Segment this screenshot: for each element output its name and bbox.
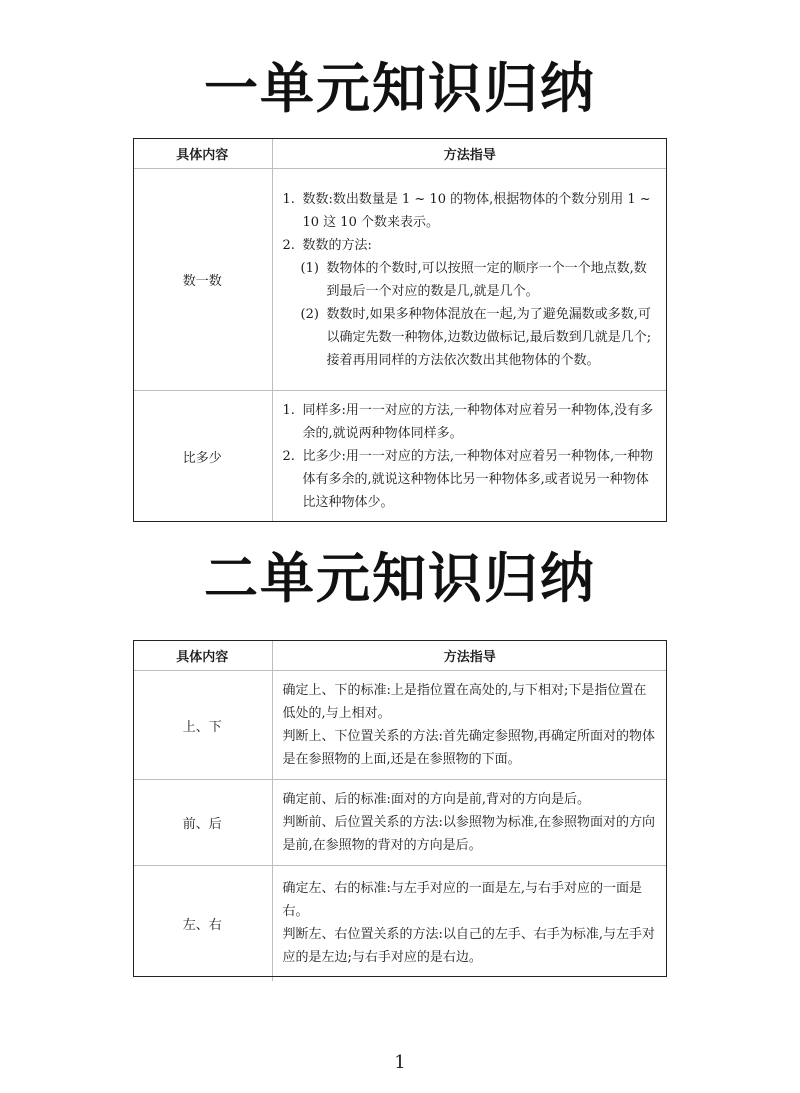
row-method (272, 391, 667, 523)
table-row (133, 780, 667, 866)
method-paragraph: 判断上、下位置关系的方法:首先确定参照物,再确定所面对的物体是在参照物的上面,还是在参照物的下面。 (282, 729, 656, 767)
row-method (272, 866, 667, 981)
list-item (283, 399, 658, 445)
list-item (283, 188, 658, 234)
row-topic: 比多少 (133, 391, 272, 523)
method-paragraph: 确定前、后的标准:面对的方向是前,背对的方向是后。 (282, 792, 591, 807)
header-method: 方法指导 (272, 640, 667, 671)
item-number: 1. (282, 403, 295, 418)
row-method (272, 169, 667, 391)
row-topic: 左、右 (133, 866, 272, 981)
row-method (272, 671, 667, 780)
sub-item-number: (1) (300, 260, 319, 276)
unit1-table (133, 138, 667, 522)
row-topic: 数一数 (133, 169, 272, 391)
row-topic: 上、下 (133, 671, 272, 780)
sub-item-number: (2) (300, 306, 319, 322)
item-text: 数数:数出数量是 1 ~ 10 的物体,根据物体的个数分别用 1 ~ 10 这 10 个数来表示。 (302, 191, 651, 230)
table-row (133, 391, 667, 523)
table-header-row (133, 138, 667, 169)
item-number: 2. (282, 237, 295, 253)
sub-item (283, 303, 658, 372)
header-method: 方法指导 (272, 138, 667, 169)
method-paragraph: 确定左、右的标准:与左手对应的一面是左,与右手对应的一面是右。 (282, 881, 643, 920)
sub-item-text: 数数时,如果多种物体混放在一起,为了避免漏数或多数,可以确定先数一种物体,边数边做标记,最后数到几就是几个;接着再用同样的方法依次数出其他物体的个数。 (326, 306, 652, 368)
table-row (133, 169, 667, 391)
item-text: 数数的方法: (302, 237, 372, 253)
method-paragraph: 判断左、右位置关系的方法:以自己的左手、右手为标准,与左手对应的是左边;与右手对应的是右边。 (282, 927, 656, 966)
list-item (283, 234, 658, 257)
item-text: 同样多:用一一对应的方法,一种物体对应着另一种物体,没有多余的,就说两种物体同样多。 (302, 403, 654, 441)
table-row (133, 866, 667, 981)
page-number: 1 (394, 1052, 406, 1073)
header-topic: 具体内容 (133, 138, 272, 169)
method-paragraph: 判断前、后位置关系的方法:以参照物为标准,在参照物面对的方向是前,在参照物的背对的方向是后。 (282, 815, 656, 853)
unit1-title: 一单元知识归纳 (204, 57, 596, 120)
item-number: 2. (282, 449, 295, 464)
method-paragraph: 确定上、下的标准:上是指位置在高处的,与下相对;下是指位置在低处的,与上相对。 (282, 683, 647, 721)
item-text: 比多少:用一一对应的方法,一种物体对应着另一种物体,一种物体有多余的,就说这种物体比另一种物体多,或者说另一种物体比这种物体少。 (302, 449, 654, 510)
item-number: 1. (282, 191, 295, 207)
unit2-table (133, 640, 667, 981)
row-method (272, 780, 667, 866)
row-topic: 前、后 (133, 780, 272, 866)
table-header-row (133, 640, 667, 671)
sub-item (283, 257, 658, 303)
list-item (283, 445, 658, 514)
sub-item-text: 数物体的个数时,可以按照一定的顺序一个一个地点数,数到最后一个对应的数是几,就是几个。 (326, 260, 647, 299)
header-topic: 具体内容 (133, 640, 272, 671)
table-row (133, 671, 667, 780)
unit2-title: 二单元知识归纳 (204, 547, 596, 610)
